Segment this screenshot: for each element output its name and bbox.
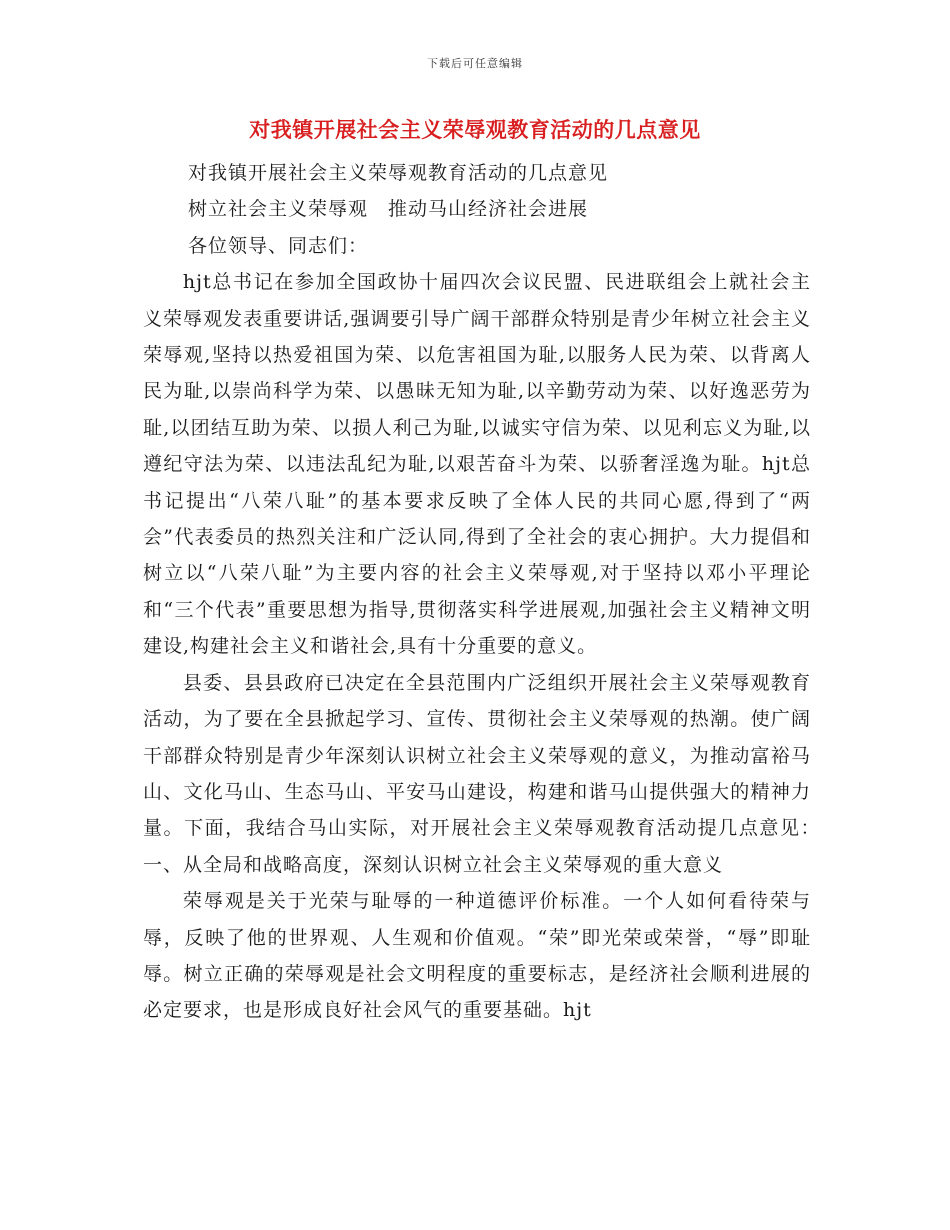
document-body xyxy=(143,155,912,1029)
salutation-line: 各位领导、同志们： xyxy=(188,234,369,257)
body-paragraph: 县委、县县政府已决定在全县范围内广泛组织开展社会主义荣辱观教育活动，为了要在全县掀起学习、宣传、贯彻社会主义荣辱观的热潮。使广阔干部群众特别是青少年深刻认识树立社会主义荣辱观的意义，为推动富裕马山、文化马山、生态马山、平安马山建设，构建和谐马山提供强大的精神力量。下面，我结合马山实际，对开展社会主义荣辱观教育活动提几点意见： 一、从全局和战略高度，深刻认识树立社会主义荣辱观的重大意义 xyxy=(143,671,912,876)
document-title: 对我镇开展社会主义荣辱观教育活动的几点意见 xyxy=(249,117,701,142)
slogan-line: 树立社会主义荣辱观 推动马山经济社会进展 xyxy=(188,198,589,221)
body-paragraph: 荣辱观是关于光荣与耻辱的一种道德评价标准。一个人如何看待荣与辱，反映了他的世界观、人生观和价值观。“荣”即光荣或荣誉，“辱”即耻辱。树立正确的荣辱观是社会文明程度的重要标志，是经济社会顺利进展的必定要求，也是形成良好社会风气的重要基础。hjt xyxy=(143,890,811,1022)
subtitle-line: 对我镇开展社会主义荣辱观教育活动的几点意见 xyxy=(188,162,609,184)
body-paragraph: hjt总书记在参加全国政协十届四次会议民盟、民进联组会上就社会主义荣辱观发表重要讲话,强调要引导广阔干部群众特别是青少年树立社会主义荣辱观,坚持以热爱祖国为荣、以危害祖国为耻,以服务人民为荣、以背离人民为耻,以崇尚科学为荣、以愚昧无知为耻,以辛勤劳动为荣、以好逸恶劳为耻,以团结互助为荣、以损人利己为耻,以诚实守信为荣、以见利忘义为耻,以遵纪守法为荣、以违法乱纪为耻,以艰苦奋斗为荣、以骄奢淫逸为耻。hjt总书记提出“八荣八耻”的基本要求反映了全体人民的共同心愿,得到了“两会”代表委员的热烈关注和广泛认同,得到了全社会的衷心拥护。大力提倡和树立以“八荣八耻”为主要内容的社会主义荣辱观,对于坚持以邓小平理论和“三个代表”重要思想为指导,贯彻落实科学进展观,加强社会主义精神文明建设,构建社会主义和谐社会,具有十分重要的意义。 xyxy=(143,271,811,658)
page-header-note: 下载后可任意编辑 xyxy=(427,57,523,70)
